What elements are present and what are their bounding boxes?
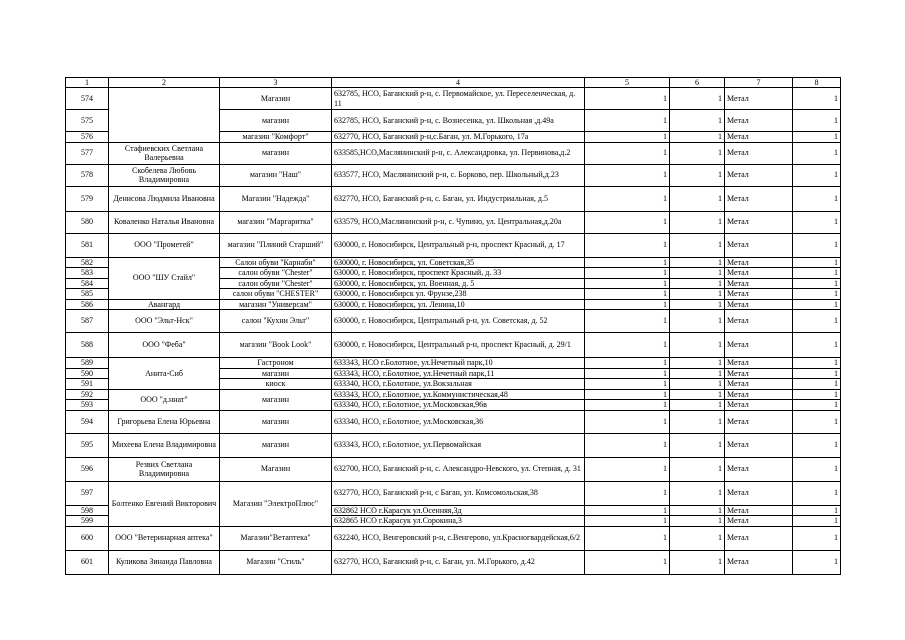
cell-c7: Метал [725, 516, 793, 527]
table-row [66, 457, 841, 481]
cell-c5: 1 [585, 505, 670, 516]
table-row [66, 233, 841, 257]
cell-c6: 1 [670, 505, 725, 516]
cell-c8: 1 [793, 233, 841, 257]
cell-c8: 1 [793, 257, 841, 268]
table-row [66, 211, 841, 233]
cell-c6: 1 [670, 457, 725, 481]
cell-c8: 1 [793, 379, 841, 390]
cell-c4: 632240, НСО, Венгеровский р-н, с.Венгерово, ул.Красногвардейская,6/2 [332, 526, 585, 550]
cell-c7: Метал [725, 550, 793, 574]
cell-c4: 630000, г. Новосибирск, проспект Красный, д. 33 [332, 268, 585, 279]
cell-c3: магазин [220, 433, 332, 457]
table-row [66, 310, 841, 333]
cell-c1: 582 [66, 257, 109, 268]
cell-c2: Болтенко Евгений Викторович [109, 481, 220, 526]
cell-c1: 597 [66, 481, 109, 505]
cell-c2: Резвих Светлана Владимировна [109, 457, 220, 481]
table-row [66, 550, 841, 574]
cell-c7: Метал [725, 410, 793, 433]
cell-c4: 633340, НСО, г.Болотное, ул.Московская,36 [332, 410, 585, 433]
header-cell: 1 [66, 78, 109, 88]
cell-c7: Метал [725, 186, 793, 211]
cell-c5: 1 [585, 110, 670, 132]
cell-c6: 1 [670, 433, 725, 457]
cell-c3: салон обуви "CHESTER" [220, 289, 332, 300]
cell-c2: Авангард [109, 299, 220, 310]
cell-c2: Денисова Людмила Ивановна [109, 186, 220, 211]
cell-c5: 1 [585, 358, 670, 369]
cell-c4: 632785, НСО, Баганский р-н, с. Первомайское, ул. Переселенческая, д. 11 [332, 88, 585, 110]
cell-c8: 1 [793, 310, 841, 333]
cell-c4: 630000, г. Новосибирск, ул. Ленина,10 [332, 299, 585, 310]
cell-c8: 1 [793, 164, 841, 186]
cell-c7: Метал [725, 142, 793, 164]
cell-c8: 1 [793, 110, 841, 132]
cell-c1: 578 [66, 164, 109, 186]
cell-c2: ООО "ШУ Стайл" [109, 257, 220, 299]
cell-c4: 633343, НСО, г.Болотное, ул.Первомайская [332, 433, 585, 457]
cell-c5: 1 [585, 400, 670, 411]
cell-c4: 632770, НСО, Баганский р-н,с.Баган, ул. М.Горького, 17а [332, 132, 585, 143]
cell-c7: Метал [725, 299, 793, 310]
cell-c1: 583 [66, 268, 109, 279]
cell-c7: Метал [725, 164, 793, 186]
cell-c8: 1 [793, 516, 841, 527]
cell-c5: 1 [585, 481, 670, 505]
cell-c3: Магазин "Надежда" [220, 186, 332, 211]
cell-c8: 1 [793, 333, 841, 358]
cell-c5: 1 [585, 368, 670, 379]
cell-c3: магазин "Book Look" [220, 333, 332, 358]
cell-c3: магазин "Наш" [220, 164, 332, 186]
cell-c8: 1 [793, 278, 841, 289]
cell-c8: 1 [793, 289, 841, 300]
cell-c5: 1 [585, 410, 670, 433]
cell-c4: 633585,НСО,Маслянинский р-н, с. Александровка, ул. Первинова,д.2 [332, 142, 585, 164]
cell-c7: Метал [725, 211, 793, 233]
cell-c2: ООО "Эльт-Нск" [109, 310, 220, 333]
cell-c6: 1 [670, 233, 725, 257]
cell-c6: 1 [670, 379, 725, 390]
cell-c7: Метал [725, 289, 793, 300]
data-table [65, 77, 841, 575]
cell-c3: магазин [220, 142, 332, 164]
cell-c6: 1 [670, 278, 725, 289]
cell-c4: 633340, НСО, г.Болотное, ул.Московская,96в [332, 400, 585, 411]
cell-c6: 1 [670, 164, 725, 186]
cell-c4: 633343, НСО, г.Болотное, ул.Коммунистическая,48 [332, 389, 585, 400]
cell-c3: магазин [220, 389, 332, 410]
cell-c7: Метал [725, 526, 793, 550]
cell-c1: 580 [66, 211, 109, 233]
cell-c1: 588 [66, 333, 109, 358]
cell-c4: 632770, НСО, Баганский р-н, с. Баган, ул. М.Горького, д.42 [332, 550, 585, 574]
cell-c1: 601 [66, 550, 109, 574]
cell-c7: Метал [725, 110, 793, 132]
header-cell: 4 [332, 78, 585, 88]
cell-c1: 595 [66, 433, 109, 457]
cell-c5: 1 [585, 333, 670, 358]
cell-c6: 1 [670, 358, 725, 369]
cell-c7: Метал [725, 400, 793, 411]
cell-c1: 599 [66, 516, 109, 527]
cell-c7: Метал [725, 132, 793, 143]
cell-c3: магазин [220, 368, 332, 379]
header-cell: 5 [585, 78, 670, 88]
cell-c6: 1 [670, 132, 725, 143]
cell-c1: 577 [66, 142, 109, 164]
cell-c8: 1 [793, 142, 841, 164]
cell-c6: 1 [670, 410, 725, 433]
cell-c6: 1 [670, 481, 725, 505]
cell-c7: Метал [725, 358, 793, 369]
cell-c5: 1 [585, 142, 670, 164]
spreadsheet-page [65, 77, 841, 575]
cell-c1: 587 [66, 310, 109, 333]
cell-c4: 630000, г. Новосибирск ул. Фрунзе,238 [332, 289, 585, 300]
cell-c1: 584 [66, 278, 109, 289]
cell-c5: 1 [585, 289, 670, 300]
cell-c3: магазин [220, 410, 332, 433]
cell-c7: Метал [725, 233, 793, 257]
cell-c4: 632865 НСО г.Карасук ул.Сорокина,3 [332, 516, 585, 527]
cell-c7: Метал [725, 389, 793, 400]
header-cell: 3 [220, 78, 332, 88]
cell-c5: 1 [585, 457, 670, 481]
table-row [66, 164, 841, 186]
cell-c8: 1 [793, 268, 841, 279]
cell-c7: Метал [725, 310, 793, 333]
cell-c4: 630000, г. Новосибирск, ул. Советская,35 [332, 257, 585, 268]
cell-c5: 1 [585, 516, 670, 527]
cell-c5: 1 [585, 268, 670, 279]
cell-c5: 1 [585, 550, 670, 574]
cell-c1: 600 [66, 526, 109, 550]
cell-c7: Метал [725, 433, 793, 457]
cell-c8: 1 [793, 211, 841, 233]
cell-c6: 1 [670, 186, 725, 211]
cell-c6: 1 [670, 400, 725, 411]
cell-c1: 592 [66, 389, 109, 400]
cell-c6: 1 [670, 211, 725, 233]
cell-c5: 1 [585, 164, 670, 186]
cell-c4: 633577, НСО, Маслянинский р-н, с. Борково, пер. Школьный,д.23 [332, 164, 585, 186]
table-row [66, 433, 841, 457]
cell-c3: Магазин [220, 88, 332, 110]
cell-c7: Метал [725, 268, 793, 279]
cell-c5: 1 [585, 233, 670, 257]
cell-c2: ООО "Прометей" [109, 233, 220, 257]
cell-c2: Куликова Зинаида Павловна [109, 550, 220, 574]
cell-c1: 579 [66, 186, 109, 211]
cell-c3: магазин "Универсам" [220, 299, 332, 310]
header-cell: 6 [670, 78, 725, 88]
cell-c2 [109, 88, 220, 143]
table-row [66, 526, 841, 550]
cell-c7: Метал [725, 333, 793, 358]
cell-c4: 632700, НСО, Баганский р-н, с. Александро-Невского, ул. Степная, д. 31 [332, 457, 585, 481]
cell-c3: салон обуви "Chester" [220, 278, 332, 289]
cell-c8: 1 [793, 368, 841, 379]
header-cell: 2 [109, 78, 220, 88]
cell-c2: Стафиевских Светлана Валерьевна [109, 142, 220, 164]
cell-c1: 586 [66, 299, 109, 310]
table-row [66, 481, 841, 505]
cell-c1: 575 [66, 110, 109, 132]
cell-c3: магазин "Плиний Старший" [220, 233, 332, 257]
cell-c6: 1 [670, 110, 725, 132]
cell-c1: 576 [66, 132, 109, 143]
cell-c3: салон "Кухни Эльт" [220, 310, 332, 333]
cell-c7: Метал [725, 368, 793, 379]
cell-c6: 1 [670, 368, 725, 379]
table-row [66, 88, 841, 110]
cell-c7: Метал [725, 278, 793, 289]
cell-c8: 1 [793, 410, 841, 433]
cell-c6: 1 [670, 257, 725, 268]
cell-c2: ООО "Ветеринарная аптека" [109, 526, 220, 550]
cell-c3: Магазин "Стиль" [220, 550, 332, 574]
cell-c3: Магазин "ЭлектроПлюс" [220, 481, 332, 526]
cell-c8: 1 [793, 132, 841, 143]
cell-c2: Скобелева Любовь Владимировна [109, 164, 220, 186]
cell-c3: Магазин"Ветаптека" [220, 526, 332, 550]
cell-c4: 630000, г. Новосибирск, Центральный р-н, проспект Красный, д. 17 [332, 233, 585, 257]
cell-c7: Метал [725, 505, 793, 516]
cell-c3: Магазин [220, 457, 332, 481]
cell-c8: 1 [793, 433, 841, 457]
cell-c6: 1 [670, 142, 725, 164]
cell-c6: 1 [670, 516, 725, 527]
cell-c2: ООО "д.ннат" [109, 389, 220, 410]
cell-c1: 589 [66, 358, 109, 369]
cell-c6: 1 [670, 310, 725, 333]
cell-c5: 1 [585, 433, 670, 457]
cell-c1: 593 [66, 400, 109, 411]
cell-c4: 630000, г. Новосибирск, Центральный р-н, проспект Красный, д. 29/1 [332, 333, 585, 358]
cell-c6: 1 [670, 289, 725, 300]
header-row [66, 78, 841, 88]
cell-c8: 1 [793, 186, 841, 211]
cell-c6: 1 [670, 268, 725, 279]
cell-c3: киоск [220, 379, 332, 390]
cell-c7: Метал [725, 88, 793, 110]
table-row [66, 389, 841, 400]
table-row [66, 299, 841, 310]
table-row [66, 257, 841, 268]
cell-c2: Григорьева Елена Юрьевна [109, 410, 220, 433]
cell-c8: 1 [793, 358, 841, 369]
cell-c1: 585 [66, 289, 109, 300]
cell-c4: 630000, г. Новосибирск, ул. Военная, д. 5 [332, 278, 585, 289]
cell-c1: 590 [66, 368, 109, 379]
header-cell: 7 [725, 78, 793, 88]
cell-c4: 632770, НСО, Баганский р-н, с. Баган, ул. Индустриальная, д.5 [332, 186, 585, 211]
cell-c1: 598 [66, 505, 109, 516]
cell-c3: Гастроном [220, 358, 332, 369]
cell-c1: 591 [66, 379, 109, 390]
cell-c1: 581 [66, 233, 109, 257]
cell-c5: 1 [585, 278, 670, 289]
cell-c5: 1 [585, 310, 670, 333]
header-cell: 8 [793, 78, 841, 88]
cell-c4: 632785, НСО, Баганский р-н, с. Вознесенка, ул. Школьная ,д.49а [332, 110, 585, 132]
table-row [66, 186, 841, 211]
cell-c8: 1 [793, 400, 841, 411]
table-row [66, 410, 841, 433]
cell-c5: 1 [585, 299, 670, 310]
cell-c8: 1 [793, 88, 841, 110]
table-row [66, 333, 841, 358]
cell-c5: 1 [585, 211, 670, 233]
cell-c3: магазин "Комфорт" [220, 132, 332, 143]
cell-c1: 596 [66, 457, 109, 481]
cell-c8: 1 [793, 550, 841, 574]
cell-c8: 1 [793, 481, 841, 505]
cell-c6: 1 [670, 299, 725, 310]
cell-c2: Коваленко Наталья Ивановна [109, 211, 220, 233]
cell-c1: 574 [66, 88, 109, 110]
cell-c6: 1 [670, 389, 725, 400]
cell-c3: Салон обуви "Карнаби" [220, 257, 332, 268]
cell-c2: Анита-Сиб [109, 358, 220, 390]
cell-c2: Михеева Елена Владимировна [109, 433, 220, 457]
cell-c7: Метал [725, 457, 793, 481]
cell-c4: 633340, НСО, г.Болотное, ул.Вокзальная [332, 379, 585, 390]
cell-c5: 1 [585, 257, 670, 268]
cell-c6: 1 [670, 550, 725, 574]
cell-c7: Метал [725, 481, 793, 505]
cell-c3: салон обуви "Chester" [220, 268, 332, 279]
cell-c4: 633343, НСО, г.Болотное, ул.Нечетный парк,11 [332, 368, 585, 379]
cell-c4: 633579, НСО,Маслянинский р-н, с. Чупино, ул. Центральная,д.20а [332, 211, 585, 233]
cell-c8: 1 [793, 299, 841, 310]
cell-c5: 1 [585, 526, 670, 550]
cell-c2: ООО "Феба" [109, 333, 220, 358]
cell-c4: 632862 НСО г.Карасук ул.Осенняя,3д [332, 505, 585, 516]
cell-c3: магазин [220, 110, 332, 132]
cell-c5: 1 [585, 132, 670, 143]
cell-c6: 1 [670, 526, 725, 550]
cell-c7: Метал [725, 257, 793, 268]
cell-c5: 1 [585, 88, 670, 110]
cell-c6: 1 [670, 88, 725, 110]
cell-c5: 1 [585, 379, 670, 390]
cell-c8: 1 [793, 457, 841, 481]
cell-c5: 1 [585, 186, 670, 211]
cell-c4: 630000, г. Новосибирск, Центральный р-н, ул. Советская, д. 52 [332, 310, 585, 333]
cell-c8: 1 [793, 505, 841, 516]
cell-c4: 632770, НСО, Баганский р-н, с Баган, ул. Комсомольская,38 [332, 481, 585, 505]
cell-c3: магазин "Маргаритка" [220, 211, 332, 233]
cell-c1: 594 [66, 410, 109, 433]
cell-c7: Метал [725, 379, 793, 390]
cell-c8: 1 [793, 389, 841, 400]
cell-c8: 1 [793, 526, 841, 550]
cell-c4: 633343, НСО г.Болотное, ул.Нечетный парк,10 [332, 358, 585, 369]
table-row [66, 142, 841, 164]
cell-c6: 1 [670, 333, 725, 358]
table-row [66, 358, 841, 369]
cell-c5: 1 [585, 389, 670, 400]
